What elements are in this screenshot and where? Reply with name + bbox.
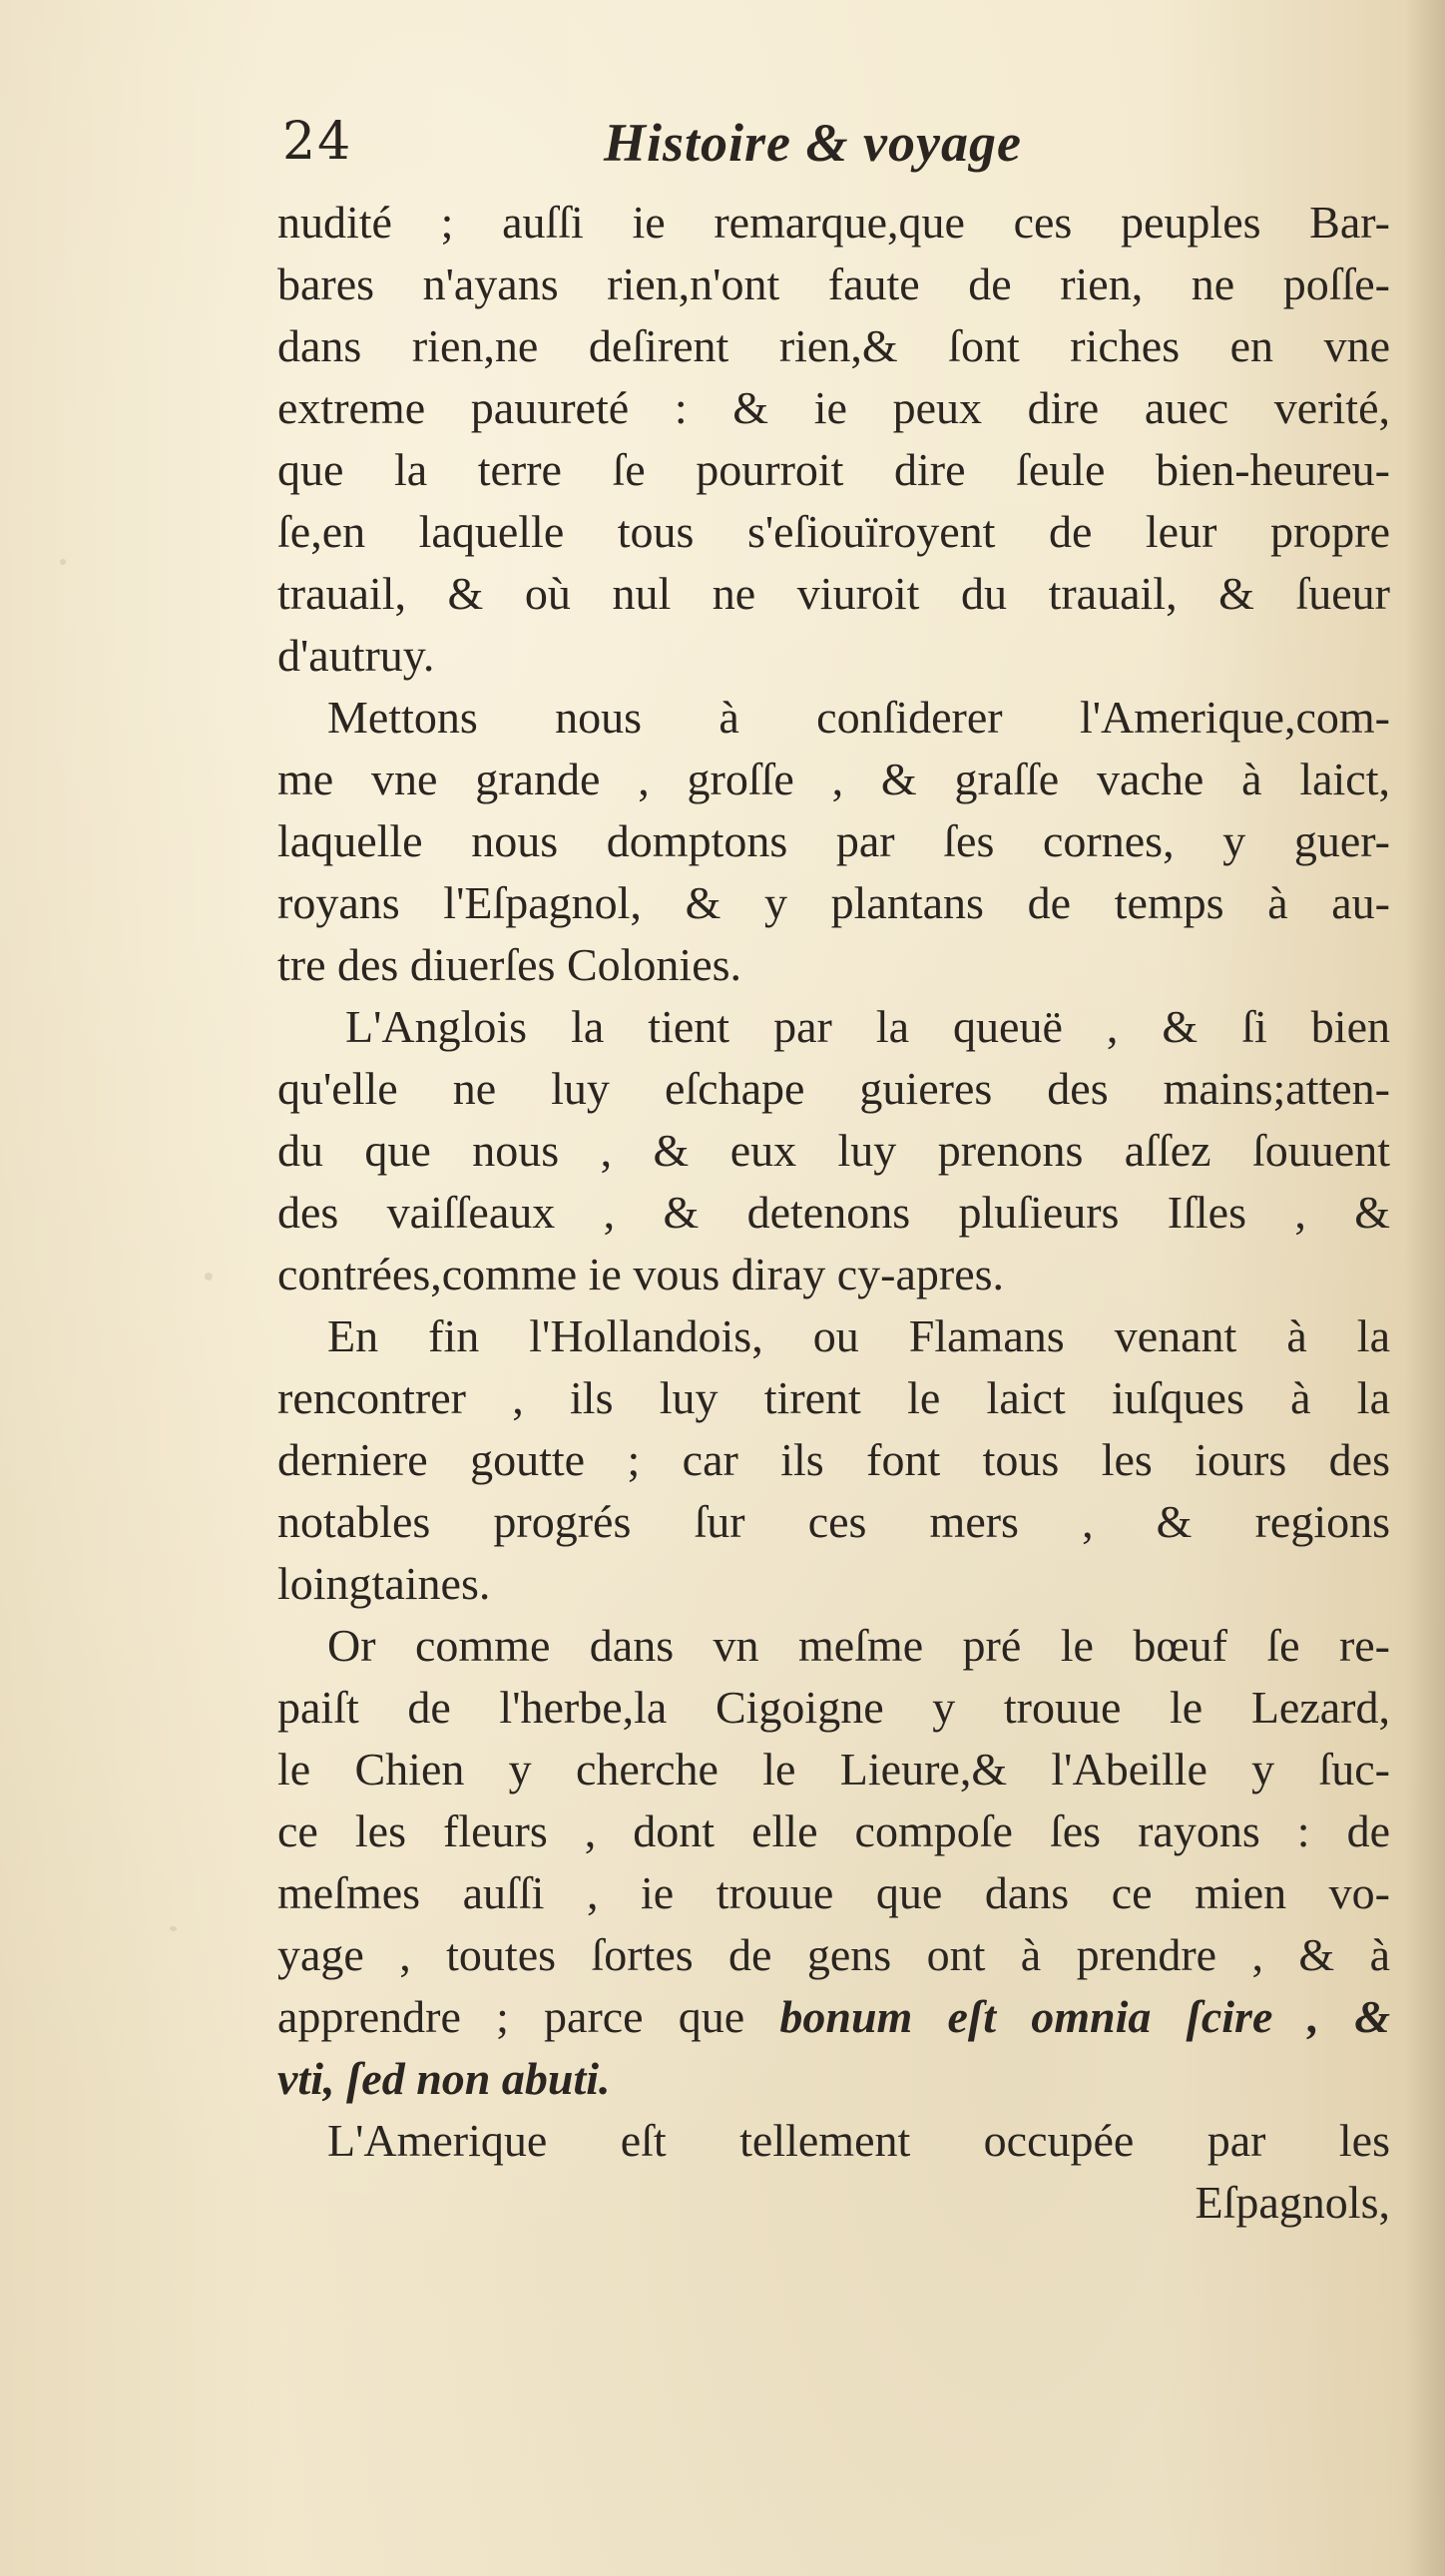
paper-spot bbox=[60, 559, 66, 565]
text-line: En fin l'Hollandois, ou Flamans venant à la bbox=[327, 1310, 1390, 1361]
text-line: ſe,en laquelle tous s'eſiouïroyent de leur propre bbox=[277, 506, 1390, 557]
running-head: Histoire & voyage bbox=[604, 113, 1022, 173]
text-line: contrées,comme ie vous diray cy-apres. bbox=[277, 1249, 1005, 1299]
text-line: tre des diuerſes Colonies. bbox=[277, 939, 742, 990]
text-line: du que nous , & eux luy prenons aſſez ſouuent bbox=[277, 1125, 1390, 1176]
text-line: qu'elle ne luy eſchape guieres des mains;atten- bbox=[277, 1063, 1390, 1114]
page-edge-shadow bbox=[1405, 0, 1445, 2576]
latin-quotation: bonum eſt omnia ſcire , & bbox=[779, 1991, 1391, 2042]
text-line: yage , toutes ſortes de gens ont à prendre , & à bbox=[277, 1929, 1390, 1980]
page-number: 24 bbox=[282, 112, 353, 172]
text-line: me vne grande , groſſe , & graſſe vache à laict, bbox=[277, 754, 1390, 804]
text-line: trauail, & où nul ne viuroit du trauail, & ſueur bbox=[277, 568, 1390, 619]
text-line: extreme pauureté : & ie peux dire auec verité, bbox=[277, 382, 1390, 433]
paper-spot bbox=[170, 1926, 177, 1931]
text-line: derniere goutte ; car ils font tous les iours des bbox=[277, 1434, 1390, 1485]
text-line: loingtaines. bbox=[277, 1558, 491, 1609]
text-line: ce les fleurs , dont elle compoſe ſes rayons : de bbox=[277, 1805, 1390, 1856]
text-line: bares n'ayans rien,n'ont faute de rien, ne poſſe- bbox=[277, 258, 1390, 309]
latin-quotation-end: vti, ſed non abuti. bbox=[277, 2053, 611, 2104]
text-line: nudité ; auſſi ie remarque,que ces peuples Bar- bbox=[277, 197, 1390, 248]
catchword: Eſpagnols, bbox=[1195, 2177, 1390, 2228]
text-line: notables progrés ſur ces mers , & regions bbox=[277, 1496, 1390, 1547]
text-line: L'Anglois la tient par la queuë , & ſi bien bbox=[345, 1001, 1390, 1052]
text-line: royans l'Eſpagnol, & y plantans de temps à au- bbox=[277, 877, 1390, 928]
text-line: d'autruy. bbox=[277, 630, 435, 681]
text-line: des vaiſſeaux , & detenons pluſieurs Iſles , & bbox=[277, 1187, 1390, 1238]
text-line-with-latin bbox=[277, 1986, 1390, 2048]
text-line: le Chien y cherche le Lieure,& l'Abeille y ſuc- bbox=[277, 1744, 1390, 1795]
text-line: que la terre ſe pourroit dire ſeule bien-heureu- bbox=[277, 444, 1390, 495]
text-line: laquelle nous domptons par ſes cornes, y guer- bbox=[277, 815, 1390, 866]
text-line: Or comme dans vn meſme pré le bœuf ſe re- bbox=[327, 1620, 1390, 1671]
text-line: L'Amerique eſt tellement occupée par les bbox=[327, 2115, 1390, 2166]
text-line: Mettons nous à conſiderer l'Amerique,com- bbox=[327, 692, 1390, 743]
text-line: paiſt de l'herbe,la Cigoigne y trouue le Lezard, bbox=[277, 1682, 1390, 1733]
text-line: rencontrer , ils luy tirent le laict iuſques à la bbox=[277, 1372, 1390, 1423]
paper-spot bbox=[205, 1273, 213, 1281]
text-line: meſmes auſſi , ie trouue que dans ce mien vo- bbox=[277, 1867, 1390, 1918]
body-text bbox=[277, 192, 1390, 2234]
page-header bbox=[282, 112, 1101, 192]
text-line: dans rien,ne deſirent rien,& ſont riches en vne bbox=[277, 320, 1390, 371]
text-fragment: apprendre ; parce que bbox=[277, 1991, 745, 2042]
